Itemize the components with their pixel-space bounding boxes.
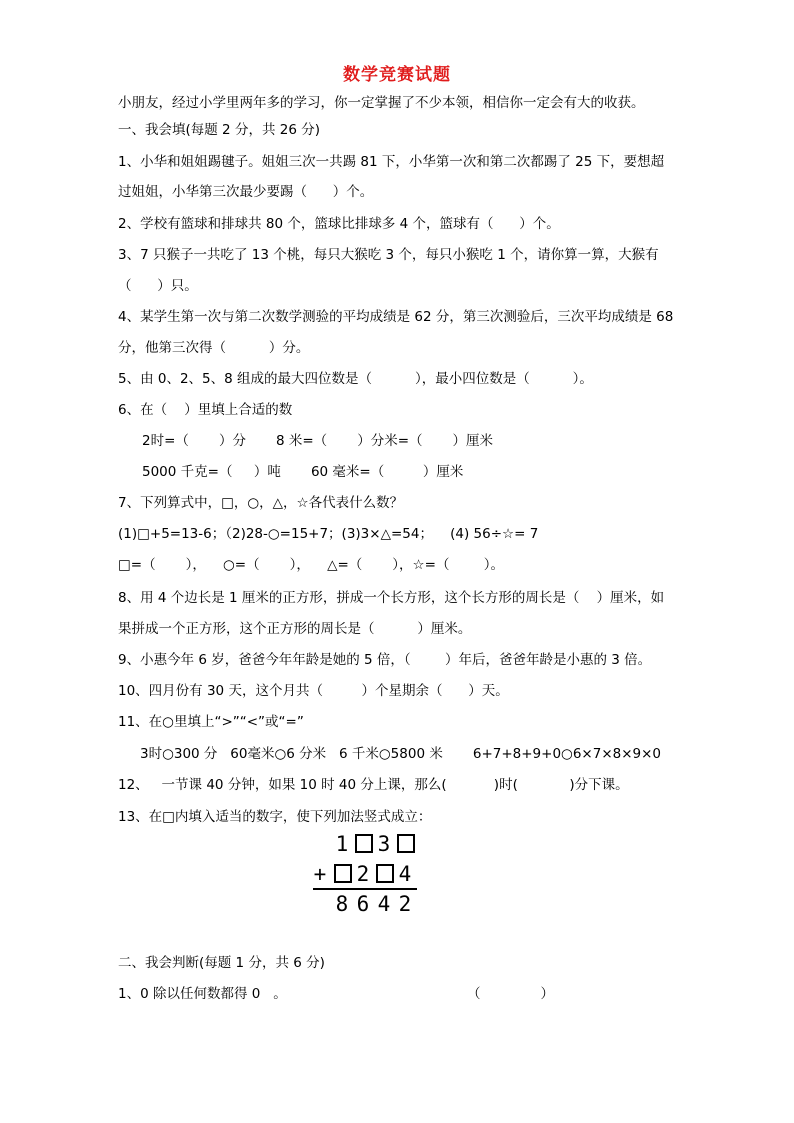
- result-digit: 8: [335, 892, 349, 916]
- question-4-line-1: 4、某学生第一次与第二次数学测验的平均成绩是 62 分，第三次测验后，三次平均成绩是 68: [118, 309, 674, 325]
- question-7: 7、下列算式中，□，○，△，☆各代表什么数？: [118, 495, 404, 511]
- question-3-line-1: 3、7 只猴子一共吃了 13 个桃，每只大猴吃 3 个，每只小猴吃 1 个，请你算一算，大猴有: [118, 247, 659, 263]
- digit: 4: [398, 862, 412, 886]
- question-6: 6、在（ ）里填上合适的数: [118, 402, 293, 418]
- question-11: 11、在○里填上“>”“<”或“=”: [118, 714, 304, 730]
- question-5: 5、由 0、2、5、8 组成的最大四位数是（ ），最小四位数是（ ）。: [118, 371, 593, 387]
- blank-box: [334, 864, 352, 883]
- question-1-line-1: 1、小华和姐姐踢毽子。姐姐三次一共踢 81 下，小华第一次和第二次都踢了 25 下，要想超: [118, 154, 665, 170]
- judge-question-1: 1、0 除以任何数都得 0 。 （ ）: [118, 986, 555, 1002]
- blank-box: [397, 834, 415, 853]
- digit: 2: [356, 862, 370, 886]
- section-2-heading: 二、我会判断(每题 1 分，共 6 分): [118, 955, 325, 971]
- digit: 1: [335, 832, 349, 856]
- question-11-row: 3时○300 分 60毫米○6 分米 6 千米○5800 米 6+7+8+9+0○6×7×8×9×0: [140, 746, 662, 762]
- vertical-addition: [305, 828, 435, 918]
- question-1-line-2: 过姐姐，小华第三次最少要踢（ ）个。: [118, 184, 374, 200]
- question-2: 2、学校有篮球和排球共 80 个，篮球比排球多 4 个，篮球有（ ）个。: [118, 216, 560, 232]
- result-digit: 4: [377, 892, 391, 916]
- question-10: 10、四月份有 30 天，这个月共（ ）个星期余（ ）天。: [118, 683, 509, 699]
- question-4-line-2: 分，他第三次得（ ）分。: [118, 340, 310, 356]
- result-digit: 2: [398, 892, 412, 916]
- question-7-equations: (1)□+5=13-6；（2)28-○=15+7；(3)3×△=54； (4) 56÷☆= 7: [118, 526, 539, 542]
- question-6-row-2: 5000 千克=（ ）吨 60 毫米=（ ）厘米: [142, 464, 464, 480]
- page-title: 数学竞赛试题: [343, 65, 451, 85]
- digit: 3: [377, 832, 391, 856]
- blank-box: [376, 864, 394, 883]
- question-8-line-2: 果拼成一个正方形，这个正方形的周长是（ ）厘米。: [118, 621, 472, 637]
- question-3-line-2: （ ）只。: [118, 278, 198, 294]
- sum-rule: [313, 888, 417, 890]
- plus-sign: +: [313, 862, 327, 886]
- result-digit: 6: [356, 892, 370, 916]
- question-8-line-1: 8、用 4 个边长是 1 厘米的正方形，拼成一个长方形，这个长方形的周长是（ ）厘米，如: [118, 590, 665, 606]
- question-12: 12、 一节课 40 分钟，如果 10 时 40 分上课，那么( )时( )分下课。: [118, 777, 629, 793]
- section-1-heading: 一、我会填(每题 2 分，共 26 分): [118, 122, 320, 138]
- blank-box: [355, 834, 373, 853]
- question-7-answers: □=（ ）， ○=（ ）， △=（ ），☆=（ ）。: [118, 557, 505, 573]
- question-9: 9、小惠今年 6 岁，爸爸今年年龄是她的 5 倍，（ ）年后，爸爸年龄是小惠的 3 倍。: [118, 652, 652, 668]
- question-6-row-1: 2时=（ ）分 8 米=（ ）分米=（ ）厘米: [142, 433, 494, 449]
- question-13: 13、在□内填入适当的数字，使下列加法竖式成立：: [118, 809, 432, 825]
- intro-text: 小朋友，经过小学里两年多的学习，你一定掌握了不少本领，相信你一定会有大的收获。: [118, 95, 645, 111]
